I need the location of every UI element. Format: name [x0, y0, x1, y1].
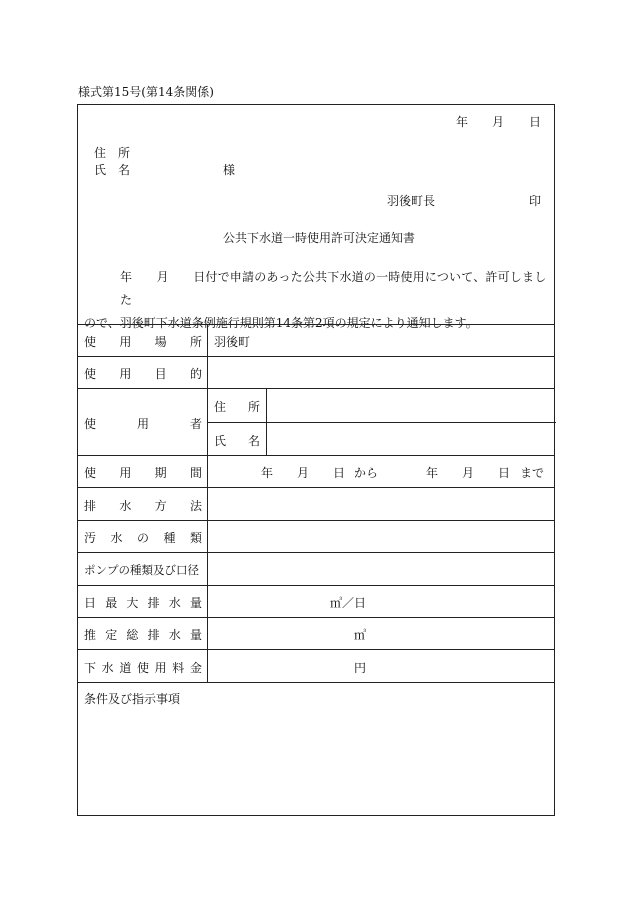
- row-divider: [78, 649, 554, 650]
- date-year-label: 年: [456, 115, 469, 129]
- label-column-line: [207, 324, 208, 682]
- document-title: 公共下水道一時使用許可決定通知書: [223, 231, 416, 245]
- honorific: 様: [223, 163, 236, 177]
- date-month-label: 月: [492, 115, 505, 129]
- period-start-month: 月: [297, 466, 310, 480]
- period-from: から: [354, 466, 379, 480]
- drainage-label: 排 水 方 法: [84, 499, 202, 513]
- total-discharge-label: 推 定 総 排 水 量: [84, 628, 202, 642]
- period-start-year: 年: [261, 466, 274, 480]
- pump-label: ポンプの種類及び口径: [84, 563, 199, 577]
- row-divider: [78, 388, 554, 389]
- daily-max-discharge-label: 日 最 大 排 水 量: [84, 596, 202, 610]
- total-discharge-unit: ㎥: [354, 628, 367, 642]
- row-divider: [78, 682, 554, 683]
- location-label: 使 用 場 所: [84, 335, 202, 349]
- purpose-label: 使 用 目 的: [84, 367, 202, 381]
- user-sub-column-line: [266, 388, 267, 455]
- row-divider: [78, 617, 554, 618]
- period-end-year: 年: [426, 466, 439, 480]
- row-divider: [78, 585, 554, 586]
- row-divider: [78, 552, 554, 553]
- user-sub-divider: [207, 422, 556, 423]
- row-divider: [78, 455, 554, 456]
- fee-unit: 円: [354, 661, 367, 675]
- notice-form: [77, 104, 555, 816]
- fee-label: 下 水 道 使 用 料 金: [84, 661, 202, 675]
- period-end-day: 日: [498, 466, 511, 480]
- row-divider: [78, 520, 554, 521]
- table-top-line: [78, 324, 554, 325]
- period-end-month: 月: [462, 466, 475, 480]
- row-divider: [78, 356, 554, 357]
- issuer-name: 羽後町長: [387, 194, 436, 208]
- notice-body-line2: ので、羽後町下水道条例施行規則第14条第2項の規定により通知します。: [84, 316, 478, 330]
- seal-mark: 印: [529, 194, 542, 208]
- user-label: 使 用 者: [84, 417, 202, 431]
- form-number: 様式第15号(第14条関係): [78, 85, 214, 99]
- sewage-type-label: 汚 水 の 種 類: [84, 531, 202, 545]
- period-start-day: 日: [333, 466, 346, 480]
- row-divider: [78, 487, 554, 488]
- conditions-label: 条件及び指示事項: [84, 692, 181, 706]
- recipient-address-label: 住 所: [94, 146, 131, 160]
- user-name-label: 氏 名: [214, 434, 260, 448]
- location-value: [214, 333, 258, 350]
- date-day-label: 日: [529, 115, 542, 129]
- period-until: まで: [520, 466, 545, 480]
- daily-max-unit: ㎥／日: [330, 596, 367, 610]
- location-value-text: 羽後町: [214, 335, 251, 349]
- notice-body-line1: 年 月 日付で申請のあった公共下水道の一時使用について、許可しました: [120, 270, 547, 307]
- period-label: 使 用 期 間: [84, 466, 202, 480]
- recipient-name-label: 氏 名: [94, 163, 131, 177]
- user-address-label: 住 所: [214, 400, 260, 414]
